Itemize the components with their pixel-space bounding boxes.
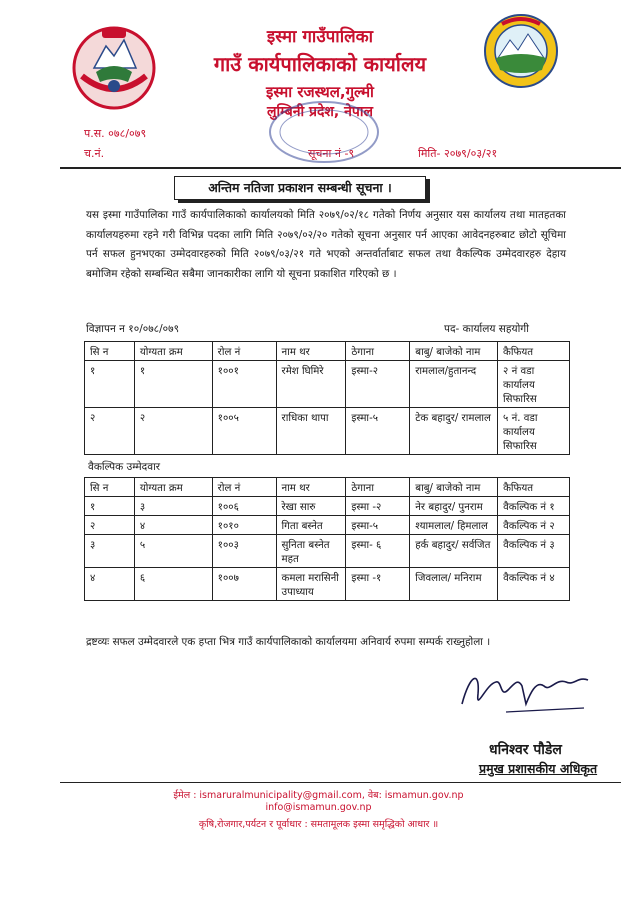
signatory-name: धनिश्वर पौडेल xyxy=(489,742,562,758)
header-divider xyxy=(60,167,621,169)
table-row xyxy=(85,516,570,535)
nepal-emblem-icon xyxy=(66,16,162,112)
col-name: नाम थर xyxy=(276,478,346,497)
col-remarks: कैफियत xyxy=(498,342,570,361)
notice-footnote: द्रष्टव्यः सफल उम्मेदवारले एक हप्ता भित्र गाउँ कार्यपालिकाको कार्यालयमा अनिवार्य रुपमा सम्पर्क राख्नुहोला । xyxy=(86,636,491,648)
notice-date: मिति- २०७९/०३/२१ xyxy=(418,147,498,160)
table-row xyxy=(85,535,570,568)
cell: श्यामलाल/ हिमलाल xyxy=(410,516,498,535)
cell: इस्मा-५ xyxy=(346,408,410,455)
cell: इस्मा -१ xyxy=(346,568,410,601)
table-header-row xyxy=(85,478,570,497)
notice-number: सूचना नं -९ xyxy=(308,147,355,160)
cell: १००६ xyxy=(212,497,276,516)
cell: वैकल्पिक नं ४ xyxy=(498,568,570,601)
ps-number: प.स. ०७८/०७९ xyxy=(84,127,147,140)
cell: ३ xyxy=(85,535,135,568)
col-roll: रोल नं xyxy=(212,342,276,361)
col-parent: बाबु/ बाजेको नाम xyxy=(410,342,498,361)
cell: रेखा सारु xyxy=(276,497,346,516)
cell: वैकल्पिक नं ३ xyxy=(498,535,570,568)
cell: सुनिता बस्नेत महत xyxy=(276,535,346,568)
cell: १००७ xyxy=(212,568,276,601)
col-address: ठेगाना xyxy=(346,342,410,361)
col-merit: योग्यता क्रम xyxy=(134,478,212,497)
col-address: ठेगाना xyxy=(346,478,410,497)
municipality-name: इस्मा गाउँपालिका xyxy=(266,27,374,47)
office-name: गाउँ कार्यपालिकाको कार्यालय xyxy=(213,52,427,76)
alternate-heading: वैकल्पिक उम्मेदवार xyxy=(88,461,161,473)
notice-title: अन्तिम नतिजा प्रकाशन सम्बन्धी सूचना । xyxy=(174,176,426,200)
footer-contact: ईमेल : ismaruralmunicipality@gmail.com, वेब: ismamun.gov.np xyxy=(173,790,464,801)
office-stamp-icon xyxy=(264,96,384,168)
municipality-logo-icon xyxy=(482,12,560,90)
col-sn: सि न xyxy=(85,342,135,361)
advertisement-number: विज्ञापन न १०/०७८/०७९ xyxy=(86,323,180,335)
office-address: इस्मा रजस्थल,गुल्मी xyxy=(266,83,374,101)
notice-body: यस इस्मा गाउँपालिका गाउँ कार्यपालिकाको कार्यालयको मिति २०७९/०२/१८ गतेको निर्णय अनुसार यस कार्यालय तथा मातहतका कार्यालयहरुमा रहने गरी विभिन्न पदका लागि मिति २०७९/०२/२० गतेको सूचना अनुसार पर्न आएका आवेदनहरुबाट छोटो सूचिमा पर्न सफल हुनभएका उम्मेदवारहरुको मिति २०७९/०३/२१ गते भएको अन्तर्वार्ताबाट सफल तथा वैकल्पिक उम्मेदवारहरु देहाय बमोजिम रहेको सम्बन्धित सबैमा जानकारीका लागि यो सूचना प्रकाशित गरिएको छ । xyxy=(86,209,566,280)
cell: ५ xyxy=(134,535,212,568)
cell: ६ xyxy=(134,568,212,601)
cell: नेर बहादुर/ पुनराम xyxy=(410,497,498,516)
cell: ४ xyxy=(134,516,212,535)
cell: ५ नं. वडा कार्यालय सिफारिस xyxy=(498,408,570,455)
cell: १००१ xyxy=(212,361,276,408)
cell: रमेश घिमिरे xyxy=(276,361,346,408)
signatory-title: प्रमुख प्रशासकीय अधिकृत xyxy=(479,761,598,776)
cell: १००५ xyxy=(212,408,276,455)
cell: इस्मा -२ xyxy=(346,497,410,516)
footer-divider xyxy=(60,782,621,783)
cell: १ xyxy=(85,361,135,408)
cell: १ xyxy=(85,497,135,516)
signature-icon xyxy=(456,664,596,724)
cell: २ xyxy=(85,408,135,455)
cell: इस्मा-५ xyxy=(346,516,410,535)
cell: हर्क बहादुर/ सर्वजित xyxy=(410,535,498,568)
table-row xyxy=(85,568,570,601)
cell: राधिका थापा xyxy=(276,408,346,455)
cell: १०१० xyxy=(212,516,276,535)
cell: २ xyxy=(134,408,212,455)
cell: टेक बहादुर/ रामलाल xyxy=(410,408,498,455)
col-parent: बाबु/ बाजेको नाम xyxy=(410,478,498,497)
selected-candidates-table xyxy=(84,341,570,455)
col-roll: रोल नं xyxy=(212,478,276,497)
cell: २ नं वडा कार्यालय सिफारिस xyxy=(498,361,570,408)
cell: ४ xyxy=(85,568,135,601)
col-sn: सि न xyxy=(85,478,135,497)
cell: इस्मा- ६ xyxy=(346,535,410,568)
col-remarks: कैफियत xyxy=(498,478,570,497)
footer-email-link[interactable]: info@ismamun.gov.np xyxy=(265,802,372,813)
cell: जिवलाल/ मनिराम xyxy=(410,568,498,601)
footer-slogan: कृषि,रोजगार,पर्यटन र पूर्वाधार : समतामूलक इस्मा समृद्धिको आधार ॥ xyxy=(198,819,439,830)
cn-number: च.नं. xyxy=(84,147,105,160)
cell: वैकल्पिक नं १ xyxy=(498,497,570,516)
cell: ३ xyxy=(134,497,212,516)
post-name: पद- कार्यालय सहयोगी xyxy=(444,323,529,335)
cell: २ xyxy=(85,516,135,535)
table-row xyxy=(85,497,570,516)
cell: १ xyxy=(134,361,212,408)
cell: कमला मरासिनी उपाध्याय xyxy=(276,568,346,601)
cell: रामलाल/हुतानन्द xyxy=(410,361,498,408)
table-row xyxy=(85,361,570,408)
province-name: लुम्बिनी प्रदेश, नेपाल xyxy=(267,104,373,120)
cell: १००३ xyxy=(212,535,276,568)
col-merit: योग्यता क्रम xyxy=(134,342,212,361)
cell: गिता बस्नेत xyxy=(276,516,346,535)
table-row xyxy=(85,408,570,455)
table-header-row xyxy=(85,342,570,361)
cell: वैकल्पिक नं २ xyxy=(498,516,570,535)
alternate-candidates-table xyxy=(84,477,570,601)
col-name: नाम थर xyxy=(276,342,346,361)
cell: इस्मा-२ xyxy=(346,361,410,408)
